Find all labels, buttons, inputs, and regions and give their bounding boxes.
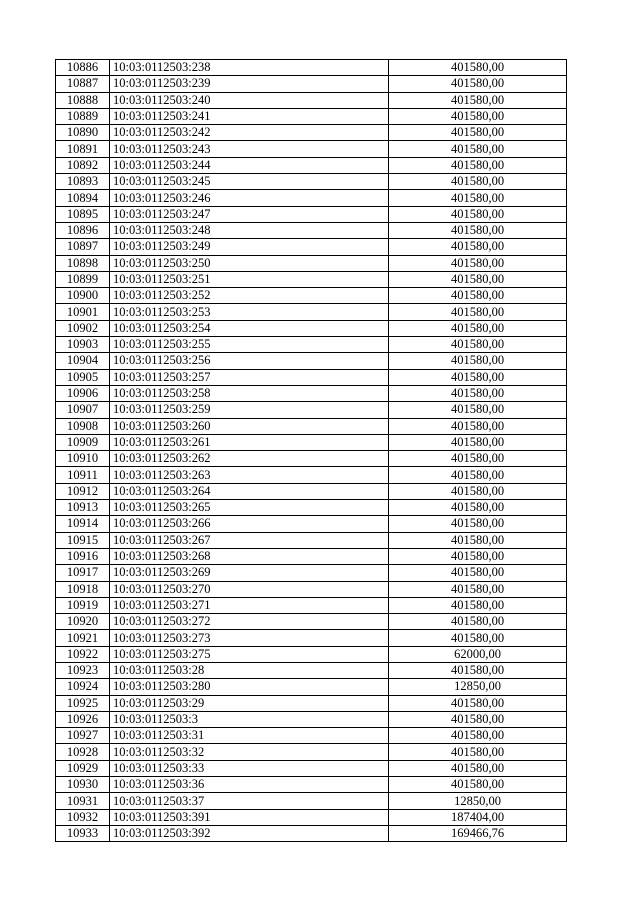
cadastral-number-cell: 10:03:0112503:392 [110,825,389,841]
table-row [56,418,567,434]
value-cell: 62000,00 [389,646,567,662]
value-cell: 401580,00 [389,662,567,678]
row-number-cell: 10921 [56,630,110,646]
value-cell: 401580,00 [389,92,567,108]
row-number-cell: 10929 [56,760,110,776]
table-row [56,565,567,581]
table-row [56,434,567,450]
cadastral-number-cell: 10:03:0112503:275 [110,646,389,662]
row-number-cell: 10911 [56,467,110,483]
table-row [56,695,567,711]
table-row [56,744,567,760]
records-table-body [56,60,567,842]
table-row [56,402,567,418]
cadastral-number-cell: 10:03:0112503:255 [110,337,389,353]
table-row [56,288,567,304]
table-row [56,157,567,173]
row-number-cell: 10931 [56,793,110,809]
cadastral-number-cell: 10:03:0112503:261 [110,434,389,450]
cadastral-number-cell: 10:03:0112503:269 [110,565,389,581]
value-cell: 401580,00 [389,337,567,353]
row-number-cell: 10918 [56,581,110,597]
value-cell: 401580,00 [389,125,567,141]
row-number-cell: 10892 [56,157,110,173]
cadastral-number-cell: 10:03:0112503:241 [110,108,389,124]
row-number-cell: 10895 [56,206,110,222]
value-cell: 401580,00 [389,108,567,124]
row-number-cell: 10905 [56,369,110,385]
value-cell: 401580,00 [389,288,567,304]
table-row [56,500,567,516]
value-cell: 401580,00 [389,581,567,597]
value-cell: 12850,00 [389,679,567,695]
row-number-cell: 10933 [56,825,110,841]
value-cell: 401580,00 [389,451,567,467]
row-number-cell: 10932 [56,809,110,825]
table-row [56,271,567,287]
table-row [56,60,567,76]
row-number-cell: 10893 [56,174,110,190]
value-cell: 401580,00 [389,500,567,516]
cadastral-number-cell: 10:03:0112503:267 [110,532,389,548]
value-cell: 401580,00 [389,369,567,385]
table-row [56,369,567,385]
cadastral-number-cell: 10:03:0112503:252 [110,288,389,304]
value-cell: 401580,00 [389,76,567,92]
table-row [56,760,567,776]
row-number-cell: 10896 [56,222,110,238]
row-number-cell: 10889 [56,108,110,124]
row-number-cell: 10926 [56,711,110,727]
cadastral-number-cell: 10:03:0112503:33 [110,760,389,776]
value-cell: 401580,00 [389,320,567,336]
cadastral-number-cell: 10:03:0112503:31 [110,728,389,744]
row-number-cell: 10916 [56,548,110,564]
cadastral-number-cell: 10:03:0112503:37 [110,793,389,809]
table-row [56,304,567,320]
value-cell: 401580,00 [389,532,567,548]
cadastral-number-cell: 10:03:0112503:268 [110,548,389,564]
cadastral-number-cell: 10:03:0112503:246 [110,190,389,206]
cadastral-number-cell: 10:03:0112503:262 [110,451,389,467]
value-cell: 12850,00 [389,793,567,809]
cadastral-number-cell: 10:03:0112503:391 [110,809,389,825]
row-number-cell: 10928 [56,744,110,760]
value-cell: 401580,00 [389,60,567,76]
cadastral-number-cell: 10:03:0112503:250 [110,255,389,271]
table-row [56,385,567,401]
value-cell: 401580,00 [389,385,567,401]
table-row [56,793,567,809]
row-number-cell: 10909 [56,434,110,450]
value-cell: 401580,00 [389,777,567,793]
row-number-cell: 10899 [56,271,110,287]
value-cell: 401580,00 [389,402,567,418]
table-row [56,353,567,369]
table-row [56,222,567,238]
row-number-cell: 10920 [56,614,110,630]
table-row [56,320,567,336]
cadastral-number-cell: 10:03:0112503:254 [110,320,389,336]
row-number-cell: 10930 [56,777,110,793]
cadastral-number-cell: 10:03:0112503:265 [110,500,389,516]
table-row [56,581,567,597]
table-row [56,125,567,141]
value-cell: 187404,00 [389,809,567,825]
table-row [56,597,567,613]
row-number-cell: 10901 [56,304,110,320]
table-row [56,255,567,271]
row-number-cell: 10913 [56,500,110,516]
row-number-cell: 10922 [56,646,110,662]
row-number-cell: 10924 [56,679,110,695]
table-row [56,239,567,255]
table-row [56,337,567,353]
row-number-cell: 10919 [56,597,110,613]
value-cell: 401580,00 [389,353,567,369]
value-cell: 401580,00 [389,711,567,727]
table-row [56,614,567,630]
cadastral-number-cell: 10:03:0112503:29 [110,695,389,711]
cadastral-number-cell: 10:03:0112503:253 [110,304,389,320]
table-row [56,141,567,157]
cadastral-number-cell: 10:03:0112503:238 [110,60,389,76]
value-cell: 401580,00 [389,434,567,450]
records-table [55,59,567,842]
value-cell: 401580,00 [389,141,567,157]
cadastral-number-cell: 10:03:0112503:247 [110,206,389,222]
row-number-cell: 10894 [56,190,110,206]
cadastral-number-cell: 10:03:0112503:271 [110,597,389,613]
cadastral-number-cell: 10:03:0112503:270 [110,581,389,597]
row-number-cell: 10925 [56,695,110,711]
cadastral-number-cell: 10:03:0112503:244 [110,157,389,173]
value-cell: 401580,00 [389,548,567,564]
value-cell: 401580,00 [389,516,567,532]
value-cell: 169466,76 [389,825,567,841]
row-number-cell: 10910 [56,451,110,467]
row-number-cell: 10914 [56,516,110,532]
row-number-cell: 10891 [56,141,110,157]
table-row [56,646,567,662]
table-row [56,467,567,483]
value-cell: 401580,00 [389,467,567,483]
table-row [56,662,567,678]
table-row [56,174,567,190]
cadastral-number-cell: 10:03:0112503:28 [110,662,389,678]
value-cell: 401580,00 [389,239,567,255]
cadastral-number-cell: 10:03:0112503:239 [110,76,389,92]
value-cell: 401580,00 [389,304,567,320]
row-number-cell: 10888 [56,92,110,108]
cadastral-number-cell: 10:03:0112503:257 [110,369,389,385]
cadastral-number-cell: 10:03:0112503:259 [110,402,389,418]
row-number-cell: 10890 [56,125,110,141]
value-cell: 401580,00 [389,174,567,190]
cadastral-number-cell: 10:03:0112503:249 [110,239,389,255]
value-cell: 401580,00 [389,271,567,287]
value-cell: 401580,00 [389,597,567,613]
table-row [56,532,567,548]
cadastral-number-cell: 10:03:0112503:272 [110,614,389,630]
cadastral-number-cell: 10:03:0112503:240 [110,92,389,108]
table-row [56,809,567,825]
cadastral-number-cell: 10:03:0112503:3 [110,711,389,727]
row-number-cell: 10923 [56,662,110,678]
row-number-cell: 10917 [56,565,110,581]
cadastral-number-cell: 10:03:0112503:266 [110,516,389,532]
table-row [56,825,567,841]
table-row [56,206,567,222]
table-row [56,728,567,744]
row-number-cell: 10927 [56,728,110,744]
value-cell: 401580,00 [389,255,567,271]
value-cell: 401580,00 [389,222,567,238]
table-row [56,711,567,727]
table-row [56,777,567,793]
cadastral-number-cell: 10:03:0112503:248 [110,222,389,238]
row-number-cell: 10912 [56,483,110,499]
cadastral-number-cell: 10:03:0112503:264 [110,483,389,499]
value-cell: 401580,00 [389,418,567,434]
cadastral-number-cell: 10:03:0112503:263 [110,467,389,483]
value-cell: 401580,00 [389,483,567,499]
table-row [56,548,567,564]
row-number-cell: 10886 [56,60,110,76]
value-cell: 401580,00 [389,190,567,206]
cadastral-number-cell: 10:03:0112503:243 [110,141,389,157]
value-cell: 401580,00 [389,728,567,744]
value-cell: 401580,00 [389,206,567,222]
cadastral-number-cell: 10:03:0112503:36 [110,777,389,793]
value-cell: 401580,00 [389,565,567,581]
cadastral-number-cell: 10:03:0112503:32 [110,744,389,760]
row-number-cell: 10900 [56,288,110,304]
table-row [56,630,567,646]
row-number-cell: 10907 [56,402,110,418]
cadastral-number-cell: 10:03:0112503:242 [110,125,389,141]
cadastral-number-cell: 10:03:0112503:260 [110,418,389,434]
table-row [56,451,567,467]
row-number-cell: 10903 [56,337,110,353]
row-number-cell: 10897 [56,239,110,255]
row-number-cell: 10887 [56,76,110,92]
table-row [56,516,567,532]
table-row [56,108,567,124]
cadastral-number-cell: 10:03:0112503:258 [110,385,389,401]
table-row [56,483,567,499]
table-row [56,679,567,695]
cadastral-number-cell: 10:03:0112503:280 [110,679,389,695]
row-number-cell: 10902 [56,320,110,336]
value-cell: 401580,00 [389,630,567,646]
table-row [56,190,567,206]
table-row [56,92,567,108]
cadastral-number-cell: 10:03:0112503:256 [110,353,389,369]
row-number-cell: 10904 [56,353,110,369]
row-number-cell: 10906 [56,385,110,401]
row-number-cell: 10908 [56,418,110,434]
value-cell: 401580,00 [389,614,567,630]
row-number-cell: 10898 [56,255,110,271]
value-cell: 401580,00 [389,157,567,173]
cadastral-number-cell: 10:03:0112503:273 [110,630,389,646]
value-cell: 401580,00 [389,760,567,776]
table-row [56,76,567,92]
value-cell: 401580,00 [389,695,567,711]
value-cell: 401580,00 [389,744,567,760]
row-number-cell: 10915 [56,532,110,548]
cadastral-number-cell: 10:03:0112503:251 [110,271,389,287]
cadastral-number-cell: 10:03:0112503:245 [110,174,389,190]
